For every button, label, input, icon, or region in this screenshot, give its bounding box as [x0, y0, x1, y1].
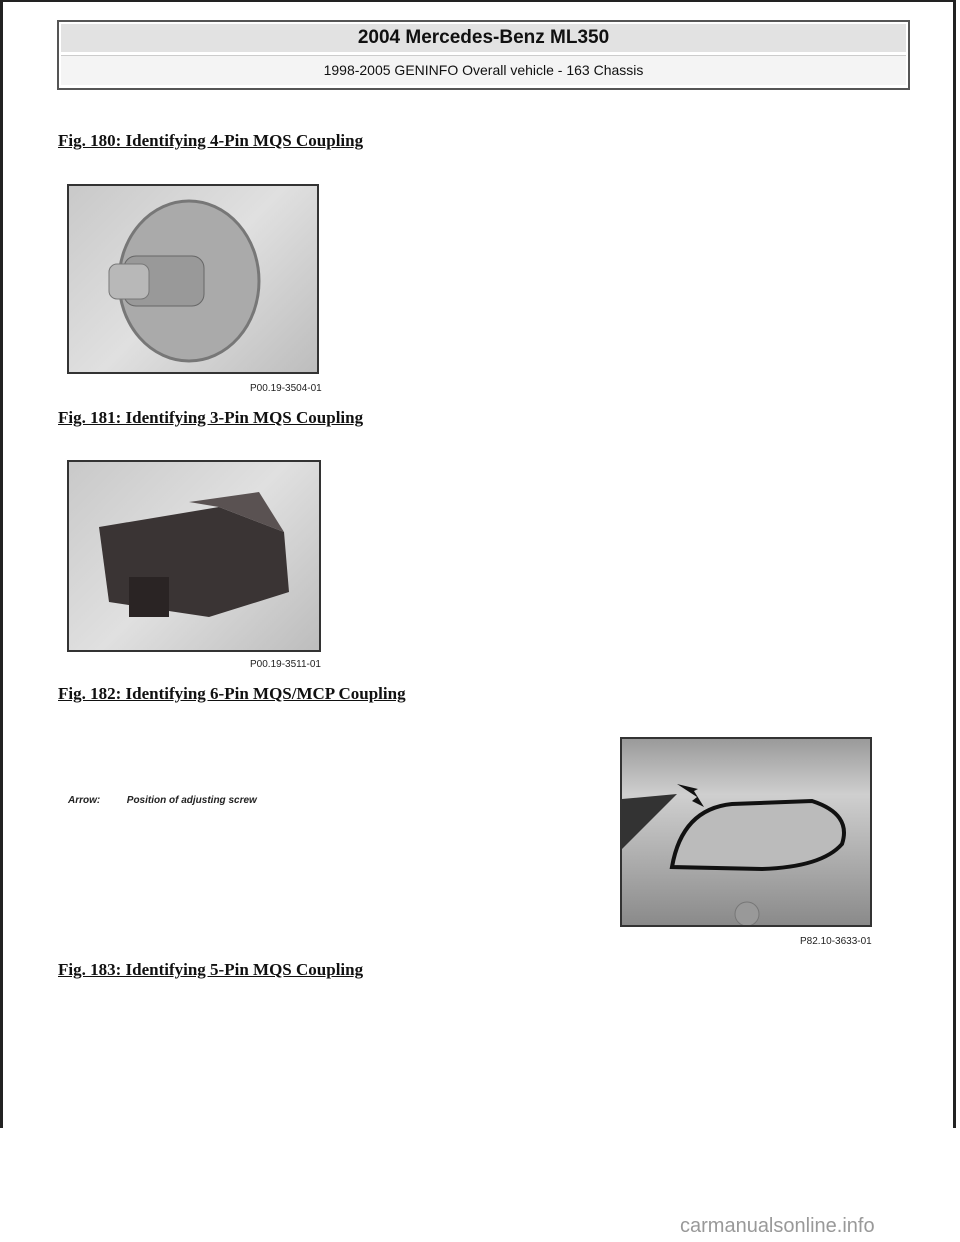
header-subtitle: 1998-2005 GENINFO Overall vehicle - 163 Chassis	[61, 55, 906, 85]
legend-value: Position of adjusting screw	[126, 795, 257, 806]
page-border-right	[953, 0, 956, 1128]
figure-caption-180: Fig. 180: Identifying 4-Pin MQS Coupling	[58, 131, 364, 150]
header-title: 2004 Mercedes-Benz ML350	[61, 24, 906, 52]
figure-image-4pin-coupling	[67, 184, 319, 374]
page-border-left	[0, 0, 3, 1128]
page-border-top	[0, 0, 956, 2]
figure-image-fog-lamp	[620, 737, 872, 927]
figure-legend	[68, 795, 257, 806]
image-code: P00.19-3504-01	[250, 383, 322, 394]
document-header	[57, 20, 910, 90]
figure-image-3pin-coupling	[67, 460, 321, 652]
image-code: P82.10-3633-01	[800, 936, 872, 947]
image-code: P00.19-3511-01	[250, 659, 321, 670]
watermark: carmanualsonline.info	[680, 1215, 875, 1237]
figure-caption-181: Fig. 181: Identifying 3-Pin MQS Coupling	[58, 408, 364, 427]
figure-caption-182: Fig. 182: Identifying 6-Pin MQS/MCP Coupling	[58, 684, 406, 703]
figure-caption-183: Fig. 183: Identifying 5-Pin MQS Coupling	[58, 960, 364, 979]
legend-key: Arrow:	[68, 795, 101, 806]
